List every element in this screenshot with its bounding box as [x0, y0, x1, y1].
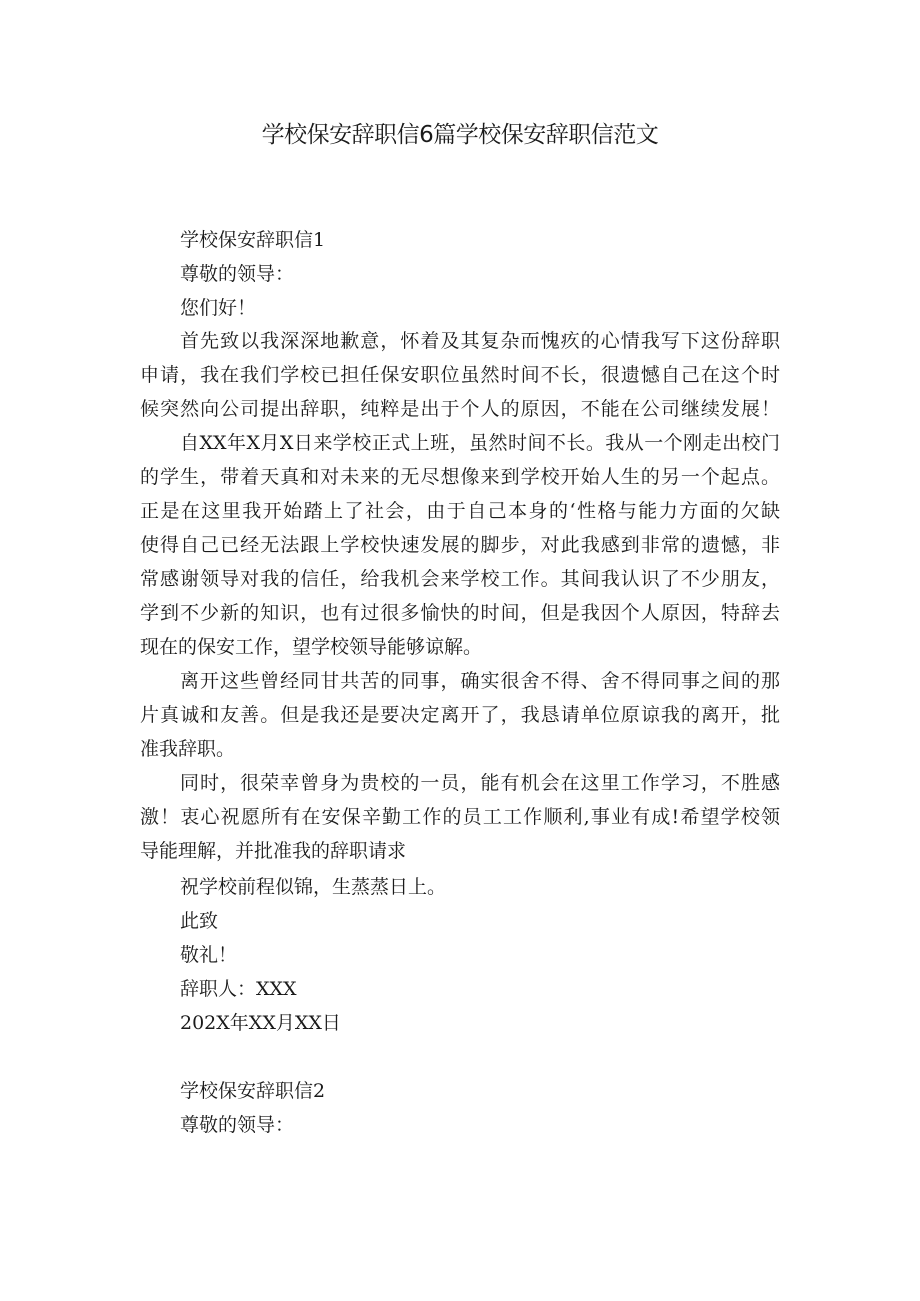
paragraph-line: 候突然向公司提出辞职，纯粹是出于个人的原因，不能在公司继续发展！ — [140, 398, 780, 420]
closing-line: 敬礼！ — [180, 944, 238, 966]
paragraph-line: 学到不少新的知识，也有过很多愉快的时间，但是我因个人原因，特辞去 — [140, 602, 780, 624]
salutation: 尊敬的领导： — [180, 263, 295, 285]
paragraph-line: 的学生，带着天真和对未来的无尽想像来到学校开始人生的另一个起点。 — [140, 466, 780, 488]
paragraph-line: 首先致以我深深地歉意，怀着及其复杂而愧疚的心情我写下这份辞职 — [180, 330, 780, 352]
letter-heading: 学校保安辞职信2 — [180, 1080, 326, 1102]
paragraph-line: 申请，我在我们学校已担任保安职位虽然时间不长，很遗憾自己在这个时 — [140, 364, 780, 386]
date-line: 202X年XX月XX日 — [180, 1012, 341, 1034]
salutation: 尊敬的领导： — [180, 1114, 295, 1136]
paragraph-line: 离开这些曾经同甘共苦的同事，确实很舍不得、舍不得同事之间的那 — [180, 670, 780, 692]
paragraph-line: 准我辞职。 — [140, 738, 236, 760]
paragraph-line: 导能理解，并批准我的辞职请求 — [140, 840, 407, 862]
paragraph-line: 使得自己已经无法跟上学校快速发展的脚步，对此我感到非常的遗憾，非 — [140, 534, 780, 556]
letter-heading: 学校保安辞职信1 — [180, 229, 326, 251]
paragraph-line: 激！衷心祝愿所有在安保辛勤工作的员工工作顺利,事业有成!希望学校领 — [140, 806, 780, 828]
signature-line: 辞职人：XXX — [180, 978, 297, 1000]
closing-line: 此致 — [180, 910, 219, 932]
paragraph-line: 片真诚和友善。但是我还是要决定离开了，我恳请单位原谅我的离开，批 — [140, 704, 780, 726]
greeting: 您们好！ — [180, 297, 257, 319]
paragraph-line: 同时，很荣幸曾身为贵校的一员，能有机会在这里工作学习，不胜感 — [180, 772, 780, 794]
wish-line: 祝学校前程似锦，生蒸蒸日上。 — [180, 876, 447, 898]
paragraph-line: 自XX年X月X日来学校正式上班，虽然时间不长。我从一个刚走出校门 — [180, 432, 780, 454]
paragraph-line: 常感谢领导对我的信任，给我机会来学校工作。其间我认识了不少朋友， — [140, 568, 780, 590]
paragraph-line: 正是在这里我开始踏上了社会，由于自己本身的‘性格与能力方面的欠缺 — [140, 500, 780, 522]
document-title: 学校保安辞职信6篇学校保安辞职信范文 — [261, 122, 659, 148]
paragraph-line: 现在的保安工作，望学校领导能够谅解。 — [140, 636, 483, 658]
